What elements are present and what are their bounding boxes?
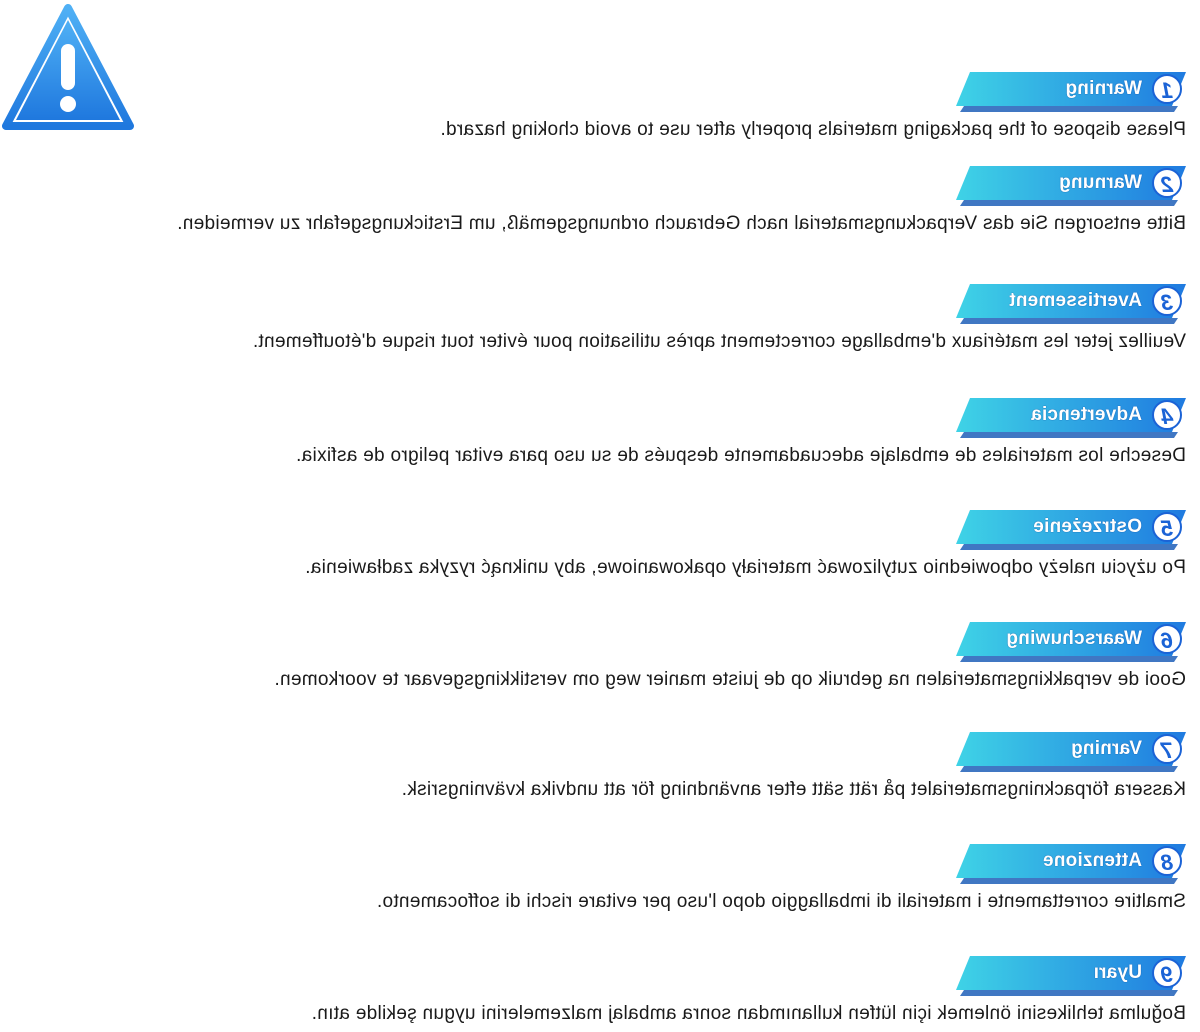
warning-text: Smaltire correttamente i materiali di imballaggio dopo l'uso per evitare rischi di soffocamento. bbox=[376, 891, 1186, 912]
warning-text: Boğulma tehlikesini önlemek için lütfen kullanımdan sonra ambalaj malzemelerini uygun şekilde atın. bbox=[311, 1003, 1186, 1024]
badge-number: 6 bbox=[1152, 624, 1182, 654]
badge-number: 5 bbox=[1152, 512, 1182, 542]
language-badge bbox=[956, 510, 1186, 544]
warning-text: Deseche los materiales de embalaje adecuadamente después de su uso para evitar peligro de asfixia. bbox=[295, 445, 1186, 466]
warning-text: Kassera förpackningsmaterialet på rätt sätt efter användning för att undvika kvävningsrisk. bbox=[401, 779, 1186, 800]
badge-language-label: Varning bbox=[1070, 738, 1142, 759]
warning-item bbox=[126, 72, 1186, 142]
warning-item bbox=[126, 166, 1186, 236]
warning-item bbox=[126, 956, 1186, 1026]
warning-item bbox=[126, 732, 1186, 802]
language-badge bbox=[956, 844, 1186, 878]
badge-language-label: Ostrzeżenie bbox=[1033, 516, 1142, 537]
badge-number: 1 bbox=[1152, 74, 1182, 104]
badge-language-label: Waarschuwing bbox=[1006, 628, 1142, 649]
warning-text: Please dispose of the packaging materials properly after use to avoid choking hazard. bbox=[440, 119, 1186, 140]
badge-language-label: Warning bbox=[1065, 78, 1142, 99]
warning-triangle-icon bbox=[2, 4, 134, 132]
warning-item bbox=[126, 844, 1186, 914]
badge-number: 2 bbox=[1152, 168, 1182, 198]
badge-number: 9 bbox=[1152, 958, 1182, 988]
warning-item bbox=[126, 398, 1186, 468]
warning-item bbox=[126, 284, 1186, 354]
warning-text: Veuillez jeter les matériaux d'emballage correctement après utilisation pour éviter tout risque d'étouffement. bbox=[252, 331, 1186, 352]
badge-number: 7 bbox=[1152, 734, 1182, 764]
badge-language-label: Avertissement bbox=[1009, 290, 1142, 311]
language-badge bbox=[956, 284, 1186, 318]
warning-text: Po użyciu należy odpowiednio zutylizować materiały opakowaniowe, aby uniknąć ryzyka zadławienia. bbox=[304, 557, 1186, 578]
badge-language-label: Warnung bbox=[1058, 172, 1142, 193]
badge-number: 8 bbox=[1152, 846, 1182, 876]
language-badge bbox=[956, 622, 1186, 656]
language-badge bbox=[956, 72, 1186, 106]
badge-language-label: Attenzione bbox=[1042, 850, 1142, 871]
badge-language-label: Uyarı bbox=[1093, 962, 1142, 983]
language-badge bbox=[956, 166, 1186, 200]
badge-language-label: Advertencia bbox=[1031, 404, 1142, 425]
warning-item bbox=[126, 622, 1186, 692]
language-badge bbox=[956, 398, 1186, 432]
warning-item bbox=[126, 510, 1186, 580]
warning-text: Gooi de verpakkingsmaterialen na gebruik op de juiste manier weg om verstikkingsgevaar te voorkomen. bbox=[274, 669, 1186, 690]
badge-number: 4 bbox=[1152, 400, 1182, 430]
warning-text: Bitte entsorgen Sie das Verpackungsmaterial nach Gebrauch ordnungsgemäß, um Erstickungsgefahr zu vermeiden. bbox=[176, 213, 1186, 234]
language-badge bbox=[956, 956, 1186, 990]
language-badge bbox=[956, 732, 1186, 766]
badge-number: 3 bbox=[1152, 286, 1182, 316]
